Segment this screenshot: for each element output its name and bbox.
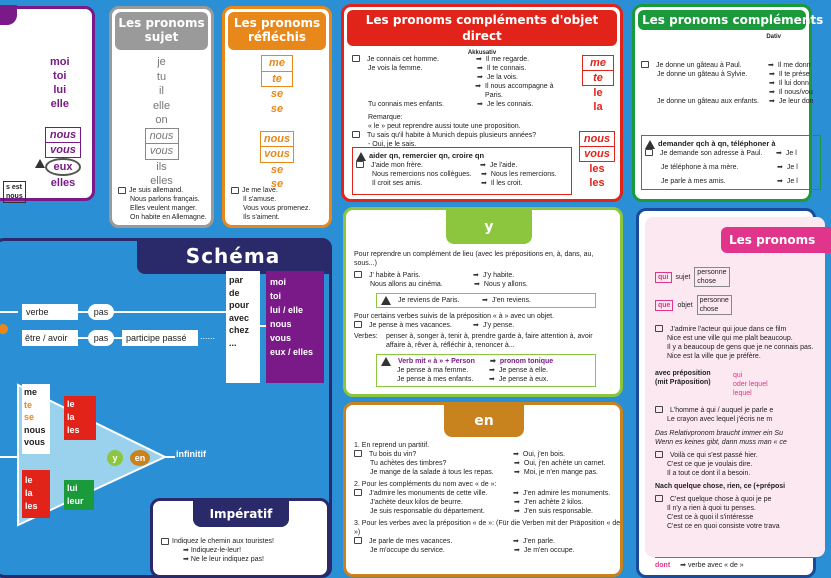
example-source: Nous remercions nos collègues. xyxy=(372,170,472,178)
example-icon xyxy=(354,450,362,457)
example-result: Oui, j'en bois. xyxy=(522,451,566,458)
example-result: J'y habite. xyxy=(482,272,515,279)
example-result: J'en suis responsable. xyxy=(523,508,593,515)
schema-infinitif: infinitif xyxy=(176,449,206,459)
example-result: Il lui donn xyxy=(778,80,809,87)
example: Le crayon avec lequel j'écris ne m xyxy=(667,416,773,423)
pronoun: ils xyxy=(156,160,167,173)
pronoun: elles xyxy=(150,175,173,187)
pronoun: la xyxy=(67,412,75,422)
example-source: Tu bois du vin? xyxy=(369,451,417,458)
pronoun: vous xyxy=(45,143,81,158)
example-result: J'en admire les monuments. xyxy=(522,490,611,497)
qui-type: personne xyxy=(697,269,727,276)
dont-text: verbe avec « de » xyxy=(687,562,744,569)
pronoun: elle xyxy=(152,99,171,112)
pronoun: moi xyxy=(50,56,70,68)
pronoun: te xyxy=(582,71,614,86)
example-result: Il te prése xyxy=(778,71,810,78)
example-source: Tu connais mes enfants. xyxy=(368,101,445,108)
note-text: nous xyxy=(6,193,23,200)
example: On habite en Allemagne. xyxy=(130,214,207,221)
prep-label: avec préposition (mit Präposition) xyxy=(655,370,711,386)
example-icon xyxy=(352,55,360,62)
example-source: Tu achètes des timbres? xyxy=(370,460,447,467)
example-source: Je vois la femme. xyxy=(368,65,423,72)
warning-icon xyxy=(35,159,45,168)
tonic-list-2 xyxy=(45,127,81,190)
example-source: Je donne un gâteau à Sylvie. xyxy=(657,71,748,78)
example: J'admire l'acteur qui joue dans ce film xyxy=(670,326,787,333)
tonic: toi xyxy=(270,291,281,301)
card-cod xyxy=(341,4,623,202)
card-title: Les pronoms réfléchis xyxy=(228,12,326,50)
qui-role: sujet xyxy=(675,273,691,281)
example: C'est ce à quoi il s'intéresse xyxy=(667,514,754,521)
example-source xyxy=(368,82,471,100)
example-icon xyxy=(354,321,362,328)
pronoun: le xyxy=(67,399,75,409)
example-source: J' habite à Paris. xyxy=(369,272,421,279)
card-coi xyxy=(632,4,824,202)
example-result: Je la vois. xyxy=(486,74,518,81)
pronoun: me xyxy=(24,387,38,397)
tonic: nous xyxy=(270,319,292,329)
example-result: Je l xyxy=(785,149,797,157)
card-pronoms-toniques xyxy=(0,6,95,201)
que-type: chose xyxy=(699,306,719,313)
card-title: Les pronoms compléments xyxy=(638,10,806,30)
example-icon xyxy=(655,325,663,332)
example: Nous parlons français. xyxy=(130,196,200,203)
dont-row: dont ➡ verbe avec « de » xyxy=(655,557,825,570)
pronoun: me xyxy=(261,55,293,72)
sujet-examples xyxy=(118,186,207,222)
card-header-fragment xyxy=(0,5,17,25)
example-source: Il croit ses amis. xyxy=(372,179,423,187)
example: C'est quelque chose à quoi je pe xyxy=(670,496,772,503)
schema-en-dot: en xyxy=(130,450,150,466)
pronoun: se xyxy=(24,412,35,422)
warning-icon xyxy=(381,357,391,366)
card-y xyxy=(343,207,623,397)
example: Voilà ce qui s'est passé hier. xyxy=(670,452,758,459)
schema-prep-box xyxy=(226,271,260,383)
pronoun: les xyxy=(589,177,605,189)
example-result: Moi, je n'en mange pas. xyxy=(523,469,598,476)
example: Il s'amuse. xyxy=(243,196,277,203)
en-rule: 2. Pour les compléments du nom avec « de »: xyxy=(354,481,497,488)
pronoun: le xyxy=(25,475,33,485)
example: Il n'y a rien à quoi tu penses. xyxy=(667,505,756,512)
example-source: Nous allons au cinéma. xyxy=(370,281,443,288)
pronoun: se xyxy=(270,102,284,115)
card-subtitle: Akkusativ xyxy=(467,50,497,56)
example-result: Je l xyxy=(786,177,798,185)
warning-icon xyxy=(645,140,655,149)
pronoun: les xyxy=(25,501,38,511)
warning-title: demander qch à qn, téléphoner à xyxy=(658,139,776,148)
remark-title: Remarque: xyxy=(368,114,403,121)
verbs-list: penser à, songer à, tenir à, prendre garde à, faire attention à, avoir affaire à, rêver à, réfléchir à, renoncer à... xyxy=(386,333,593,349)
example-result: Il nous accompagne à Paris. xyxy=(485,83,554,99)
example-source: Je téléphone à ma mère. xyxy=(661,163,739,171)
pronoun: les xyxy=(589,163,605,175)
prep-form: oder lequel xyxy=(733,381,768,388)
example-result: J'y pense. xyxy=(482,322,515,329)
qui-type: chose xyxy=(697,278,716,285)
example: C'est ce en quoi consiste votre trava xyxy=(667,523,780,530)
pronoun: lui xyxy=(53,84,67,96)
relatifs-content xyxy=(655,267,825,531)
note-box xyxy=(3,181,26,203)
prep: ... xyxy=(229,337,237,348)
pronoun: vous xyxy=(579,147,615,162)
example-icon xyxy=(641,61,649,68)
pronoun: je xyxy=(157,56,166,68)
y-intro: Pour reprendre un complément de lieu (avec les prépositions en, à, dans, au, sous...) xyxy=(354,251,594,267)
warning-icon xyxy=(356,152,366,161)
imperatif-content: Indiquez le chemin aux touristes! ➡ Indiquez-le-leur! ➡ Ne le leur indiquez pas! xyxy=(161,537,274,564)
pronoun: te xyxy=(24,399,33,410)
en-rule: 3. Pour les verbes avec la préposition « de »: (Für die Verben mit der Präposition « de ») xyxy=(354,520,621,536)
example-result: Il me regarde. xyxy=(485,56,530,63)
example: Vous vous promenez. xyxy=(243,205,311,212)
coi-examples: Je donne un gâteau à Paul. ➡ Il me donn Je donne un gâteau à Sylvie. ➡ Il te prése ➡ Il lui donn ➡ Il nous/vou Je donne un gâteau aux enfants. ➡ Je leur don xyxy=(641,61,821,106)
flow-line xyxy=(114,337,122,339)
pronoun: me xyxy=(582,55,614,71)
note: Wenn es keines gibt, dann muss man « ce xyxy=(655,439,787,446)
example-source: Je parle à mes amis. xyxy=(661,177,726,185)
flow-line xyxy=(78,337,88,339)
card-title: Les pronoms sujet xyxy=(115,12,208,50)
prep: chez xyxy=(229,325,250,335)
cod-pronouns-1 xyxy=(582,55,614,114)
note-text: s est xyxy=(6,184,22,191)
pronoun: elles xyxy=(50,177,76,189)
example-icon xyxy=(231,187,239,194)
pronoun: vous xyxy=(260,147,294,163)
schema-pas-oval: pas xyxy=(88,304,114,320)
example-source: Je reviens de Paris. xyxy=(398,297,460,304)
example-icon xyxy=(352,131,360,138)
example-icon xyxy=(354,271,362,278)
en-content: 1. En reprend un partitif. Tu bois du vin? ➡ Oui, j'en bois. Tu achètes des timbres? ➡ Oui, j'en achète un carnet. Je mange de la salade à tous les repas. ➡ Moi, je n'en mange pas. 2. Pour les compléments du nom avec « de »: J'admire les monuments de cette ville. ➡ J'en admire les monuments. J'achète deux kilos de beurre. ➡ J'en achète 2 kilos. Je suis responsable du département. ➡ J'en suis responsable. 3. Pour les verbes avec la préposition « de »: (Für die Verben mit der Präposition « de ») Je parle de mes vacances. ➡ J'en parle. Je m'occupe du service. ➡ Je m'en occupe. xyxy=(354,442,621,554)
pronoun: le xyxy=(593,87,603,99)
prep: pour xyxy=(229,300,249,310)
pronoun: il xyxy=(159,85,164,97)
pronoun: eux xyxy=(45,158,81,176)
example-icon xyxy=(161,538,169,545)
card-title: y xyxy=(446,210,532,244)
example-result: Nous y allons. xyxy=(483,281,528,288)
tonic-list-1 xyxy=(50,55,70,111)
sujet-list xyxy=(112,55,211,189)
prep: avec xyxy=(229,312,250,323)
pronoun: la xyxy=(593,101,603,113)
warning-title: aider qn, remercier qn, croire qn xyxy=(369,151,485,160)
example: Indiquez le chemin aux touristes! xyxy=(172,538,274,545)
y-intro: Pour certains verbes suivis de la préposition « à » avec un objet. xyxy=(354,313,555,320)
example-icon xyxy=(354,489,362,496)
example: L'homme à qui / auquel je parle e xyxy=(670,407,774,414)
remark-text: « le » peut reprendre aussi toute une proposition. xyxy=(368,123,521,130)
example-source xyxy=(368,73,473,82)
example: Je me lave. xyxy=(242,187,278,194)
schema-dots: ...... xyxy=(200,331,216,341)
pronoun: elle xyxy=(50,98,69,110)
y-content: Pour reprendre un complément de lieu (avec les prépositions en, à, dans, au, sous...) J' habite à Paris. ➡ J'y habite. Nous allons au cinéma. ➡ Nous y allons. Je reviens de Paris. ➡ J'en reviens. Pour certains verbes suivis de la préposition « à » avec un objet. Je pense à mes vacances. ➡ J'y pense. Verbes: penser à, songer à, tenir à, prendre garde à, faire attention à, avoir affaire à, rêver à, réfléchir à, renoncer à... Verb mit « à » + Person ➡ pronom tonique Je pense à ma femme. ➡ Je pense à elle. Je pense à mes enfants. ➡ Je pense à eux. xyxy=(354,250,614,387)
schema-y-dot: y xyxy=(107,450,123,466)
example: Ils s'aiment. xyxy=(243,214,280,221)
verbs-label: Verbes: xyxy=(354,333,378,340)
example: Je suis allemand. xyxy=(129,187,184,194)
pronoun: nous xyxy=(579,131,615,147)
note: Nach quelque chose, rien, ce (+préposi xyxy=(655,483,786,490)
warning-icon xyxy=(381,296,391,305)
pronoun: tu xyxy=(156,70,167,83)
box-title: Verb mit « à » + Person xyxy=(398,358,475,365)
example-source xyxy=(657,79,765,88)
example-source: Je donne un gâteau aux enfants. xyxy=(657,98,759,105)
prep: par xyxy=(229,275,244,285)
pronoun: leur xyxy=(67,496,84,506)
schema-pp-box: participe passé xyxy=(122,330,198,346)
pronoun: nous xyxy=(45,127,81,143)
schema-etre-avoir-box: être / avoir xyxy=(22,330,78,346)
example-result: Il les croit. xyxy=(490,179,523,187)
tonic: vous xyxy=(270,333,292,343)
example-result: Oui, j'en achète un carnet. xyxy=(523,460,606,467)
example-result: Je pense à eux. xyxy=(498,376,549,383)
coi-warning-box: demander qch à qn, téléphoner à Je demande son adresse à Paul. ➡ Je l Je téléphone à ma mère. ➡ Je l Je parle à mes amis. ➡ Je l xyxy=(641,135,821,190)
flow-line xyxy=(0,311,18,313)
card-imperatif xyxy=(150,498,330,578)
schema-col3 xyxy=(64,480,94,510)
example-source: J'aide mon frère. xyxy=(371,161,423,169)
pronoun: vous xyxy=(24,437,46,447)
example-result: Il me donn xyxy=(777,62,811,69)
example-result: Nous les remercions. xyxy=(490,170,557,178)
example-icon xyxy=(655,495,663,502)
example: Nice est une ville qui me plaît beaucoup. xyxy=(667,335,793,342)
card-title: Les pronoms xyxy=(721,227,831,253)
example-result: J'en reviens. xyxy=(491,297,531,304)
que-tag: que xyxy=(655,300,673,311)
example-result: Je leur don xyxy=(778,98,814,105)
pronoun: nous xyxy=(145,128,179,145)
example-source: Je donne un gâteau à Paul. xyxy=(656,62,742,69)
flow-line xyxy=(114,311,226,313)
example-icon xyxy=(645,149,653,156)
pronoun: la xyxy=(25,488,33,498)
example-icon xyxy=(655,406,663,413)
card-pronoms-reflechis xyxy=(222,6,332,228)
dont-tag: dont xyxy=(655,562,671,569)
cod-pronouns-2 xyxy=(579,131,615,190)
tonic: eux / elles xyxy=(270,347,314,357)
example-source: J'admire les monuments de cette ville. xyxy=(369,490,488,497)
pronoun: se xyxy=(270,88,284,100)
cod-warning-box: aider qn, remercier qn, croire qn J'aide mon frère. ➡ Je l'aide. Nous remercions nos collègues. ➡ Nous les remercions. Il croit ses amis. ➡ Il les croit. xyxy=(352,147,572,195)
schema-col2-bottom xyxy=(22,470,50,518)
card-title: en xyxy=(444,405,524,437)
example: Indiquez-le-leur! xyxy=(190,547,242,554)
example-result: Je l'aide. xyxy=(489,161,518,169)
example-icon xyxy=(356,161,364,168)
reflechis-list xyxy=(225,55,329,192)
pronoun: vous xyxy=(145,144,179,160)
example-source: Je demande son adresse à Paul. xyxy=(660,149,763,157)
tonic: moi xyxy=(270,277,287,287)
example-source: Je pense à ma femme. xyxy=(397,367,469,374)
example-icon xyxy=(655,451,663,458)
example-result: Il te connais. xyxy=(486,65,527,72)
flow-line xyxy=(78,311,88,313)
card-title: Impératif xyxy=(193,501,289,527)
example-result: J'en achète 2 kilos. xyxy=(523,499,584,506)
que-type: personne xyxy=(699,297,729,304)
example-source: Je m'occupe du service. xyxy=(370,547,445,554)
example-result: J'en parle. xyxy=(522,538,555,545)
pronoun: se xyxy=(270,163,284,176)
example: Elles veulent manger. xyxy=(130,205,197,212)
schema-col1 xyxy=(22,384,50,454)
card-pronoms-sujet xyxy=(109,6,214,228)
example-source: Je mange de la salade à tous les repas. xyxy=(370,469,494,476)
card-title: Les pronoms compléments d'objet direct xyxy=(347,10,617,46)
note: Das Relativpronom braucht immer ein Su xyxy=(655,430,783,437)
example: Il y a beaucoup de gens que je ne connais pas. xyxy=(667,344,814,351)
example-result: Je m'en occupe. xyxy=(523,547,575,554)
example: Il a tout ce dont il a besoin. xyxy=(667,470,751,477)
pronoun: toi xyxy=(53,70,67,82)
example-result: Je les connais. xyxy=(486,101,534,108)
pronoun: te xyxy=(261,72,293,88)
example: Nice est la ville que je préfère. xyxy=(667,353,761,360)
pronoun: nous xyxy=(24,424,46,435)
schema-title: Schéma xyxy=(137,238,329,274)
pronoun: nous xyxy=(260,131,294,148)
example-source: J'achète deux kilos de beurre. xyxy=(370,499,463,506)
example: Ne le leur indiquez pas! xyxy=(190,556,264,563)
prep-form: qui xyxy=(733,372,743,379)
example-source: Je pense à mes enfants. xyxy=(397,376,474,383)
example-result: Je pense à elle. xyxy=(498,367,548,374)
card-en xyxy=(343,402,623,577)
schema-verbe-box: verbe xyxy=(22,304,78,320)
prep-form: lequel xyxy=(733,390,752,397)
que-role: objet xyxy=(677,301,693,309)
tonic-box: Verb mit « à » + Person ➡ pronom tonique Je pense à ma femme. ➡ Je pense à elle. Je pense à mes enfants. ➡ Je pense à eux. xyxy=(376,354,596,387)
pronoun: les xyxy=(67,425,80,435)
example-source: Je suis responsable du département. xyxy=(370,508,485,515)
remark-text: Tu sais qu'il habite à Munich depuis plusieurs années? xyxy=(367,132,537,139)
pronoun: se xyxy=(270,178,284,190)
prep-forms xyxy=(733,371,825,398)
pronoun: lui xyxy=(67,483,78,493)
example-icon xyxy=(354,537,362,544)
remark-text: - Oui, je le sais. xyxy=(368,141,417,148)
schema-pas-oval: pas xyxy=(88,330,114,346)
pronoun: on xyxy=(155,114,168,126)
box-title: pronom tonique xyxy=(499,358,554,365)
reflechis-examples xyxy=(231,186,310,222)
example: C'est ce que je voulais dire. xyxy=(667,461,753,468)
qui-tag: qui xyxy=(655,272,672,283)
example-icon xyxy=(118,187,126,194)
tonic: lui / elle xyxy=(270,305,304,315)
example-result: Il nous/vou xyxy=(778,89,813,96)
en-rule: 1. En reprend un partitif. xyxy=(354,442,430,449)
card-subtitle: Dativ xyxy=(766,34,781,40)
schema-col2 xyxy=(64,396,96,440)
schema-tonique-box xyxy=(266,271,324,383)
example-source xyxy=(657,88,765,97)
example-source: Je connais cet homme. xyxy=(367,56,439,63)
example-result: Je l xyxy=(786,163,798,171)
prep: de xyxy=(229,287,240,298)
example-source: Je parle de mes vacances. xyxy=(369,538,453,545)
cod-examples: Je connais cet homme. ➡ Il me regarde. Je vois la femme. ➡ Il te connais. ➡ Je la vois. ➡ Il nous accompagne à Paris. Tu connais mes enfants. ➡ Je les connais. Remarque: « le » peut reprendre aussi toute une proposition. Tu sais qu'il habite à Munich depuis plusieurs années? - Oui, je le sais. xyxy=(352,55,572,149)
card-pronoms-relatifs xyxy=(636,208,816,578)
example-source: Je pense à mes vacances. xyxy=(369,322,452,329)
